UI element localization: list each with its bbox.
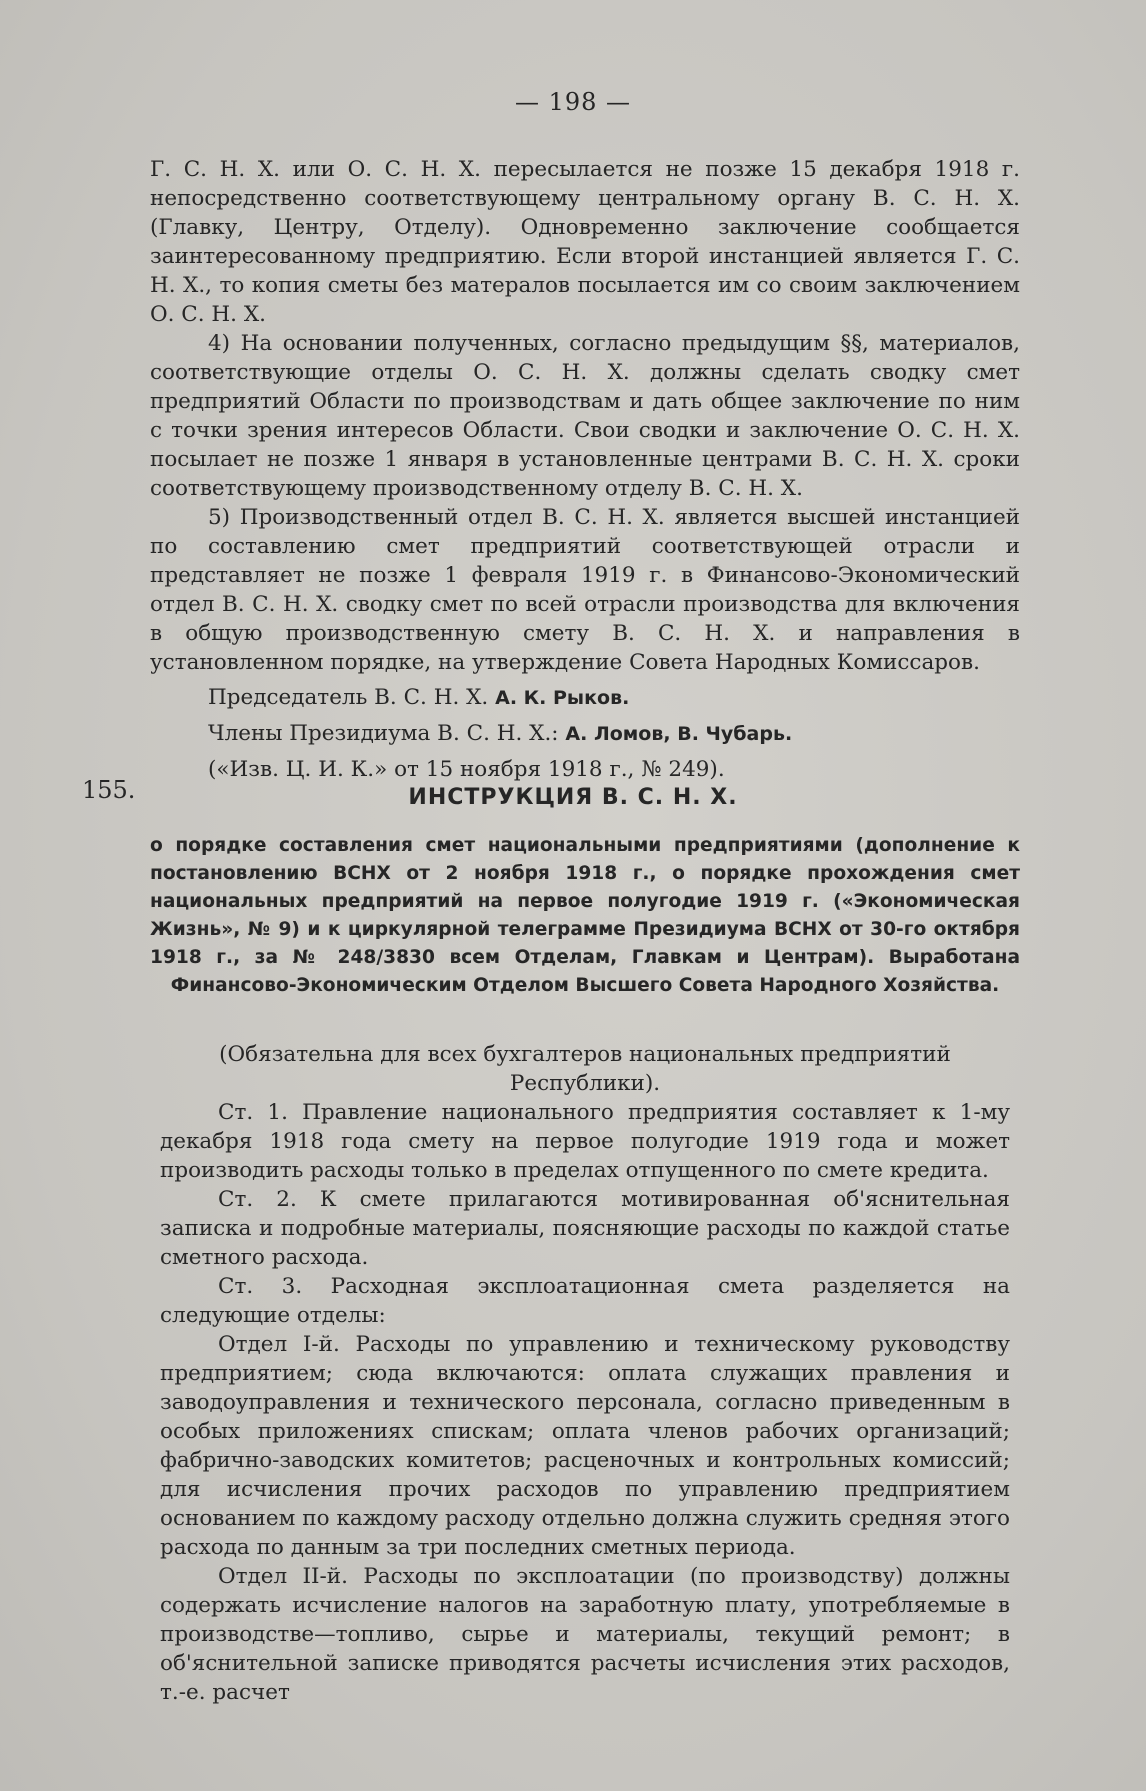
members-signature xyxy=(150,719,1020,749)
paragraph-4: 4) На основании полученных, согласно предыдущим §§, материалов, соответствующие отделы О. С. Н. X. должны сделать сводку смет предприятий Области по производствам и дать общее заключение по ним с точки зрения интересов Области. Свои сводки и заключение О. С. Н. X. посылает не позже 1 января в установленные центрами В. С. Н. X. сроки соответствующему производственному отделу В. С. Н. X. xyxy=(150,331,1020,501)
article-2: Ст. 2. К смете прилагаются мотивированная об'яснительная записка и подробные материалы, поясняющие расходы по каждой статье сметного расхода. xyxy=(160,1187,1010,1270)
chairman-name: А. К. Рыков. xyxy=(495,687,630,709)
members-label: Члены Президиума В. С. Н. X.: xyxy=(208,721,559,746)
article-3: Ст. 3. Расходная эксплоатационная смета разделяется на следующие отделы: xyxy=(160,1274,1010,1328)
paragraph-continued: Г. С. Н. X. или О. С. Н. X. пересылается не позже 15 декабря 1918 г. непосредственно соответствующему центральному органу В. С. Н. X. (Главку, Центру, Отделу). Одновременно заключение сообщается заинтересованному предприятию. Если второй инстанцией является Г. С. Н. X., то копия сметы без матералов посылается им со своим заключением О. С. Н. X. xyxy=(150,157,1020,327)
instruction-body xyxy=(160,1040,1010,1707)
chairman-label: Председатель В. С. Н. X. xyxy=(208,685,489,710)
chairman-signature xyxy=(150,683,1020,713)
decree-continuation xyxy=(150,155,1020,784)
page-number: — 198 — xyxy=(514,88,632,116)
obligation-note: (Обязательна для всех бухгалтеров национальных предприятий Республики). xyxy=(219,1042,951,1096)
document-number: 155. xyxy=(82,776,136,804)
document-title: ИНСТРУКЦИЯ В. С. Н. X. xyxy=(408,785,738,810)
article-1: Ст. 1. Правление национального предприятия составляет к 1-му декабря 1918 года смету на первое полугодие 1919 года и может производить расходы только в пределах отпущенного по смете кредита. xyxy=(160,1100,1010,1183)
source-citation: («Изв. Ц. И. К.» от 15 ноября 1918 г., № 249). xyxy=(208,757,725,782)
paragraph-5: 5) Производственный отдел В. С. Н. X. является высшей инстанцией по составлению смет предприятий соответствующей отрасли и представляет не позже 1 февраля 1919 г. в Финансово-Экономический отдел В. С. Н. X. сводку смет по всей отрасли производства для включения в общую производственную смету В. С. Н. X. и направления в установленном порядке, на утверждение Совета Народных Комиссаров. xyxy=(150,505,1020,675)
document-subtitle xyxy=(150,832,1020,1000)
subtitle-text: о порядке составления смет национальными предприятиями (дополнение к постановлению ВСНХ от 2 ноября 1918 г., о порядке прохождения смет национальных предприятий на первое полугодие 1919 г. («Экономическая Жизнь», № 9) и к циркулярной телеграмме Президиума ВСНХ от 30-го октября 1918 г., за № 248/3830 всем Отделам, Главкам и Центрам). Выработана Финансово-Экономическим Отделом Высшего Совета Народного Хозяйства. xyxy=(150,835,1020,996)
department-1: Отдел І-й. Расходы по управлению и техническому руководству предприятием; сюда включаются: оплата служащих правления и заводоуправления и технического персонала, согласно приведенным в особых приложениях спискам; оплата членов рабочих организаций; фабрично-заводских комитетов; расценочных и контрольных комиссий; для исчисления прочих расходов по управлению предприятием основанием по каждому расходу отдельно должна служить средняя этого расхода по данным за три последних сметных периода. xyxy=(160,1332,1010,1560)
department-2: Отдел ІІ-й. Расходы по эксплоатации (по производству) должны содержать исчисление налогов на заработную плату, употребляемые в производстве—топливо, сырье и материалы, текущий ремонт; в об'яснительной записке приводятся расчеты исчисления этих расходов, т.-е. расчет xyxy=(160,1564,1010,1705)
members-names: А. Ломов, В. Чубарь. xyxy=(565,723,793,745)
